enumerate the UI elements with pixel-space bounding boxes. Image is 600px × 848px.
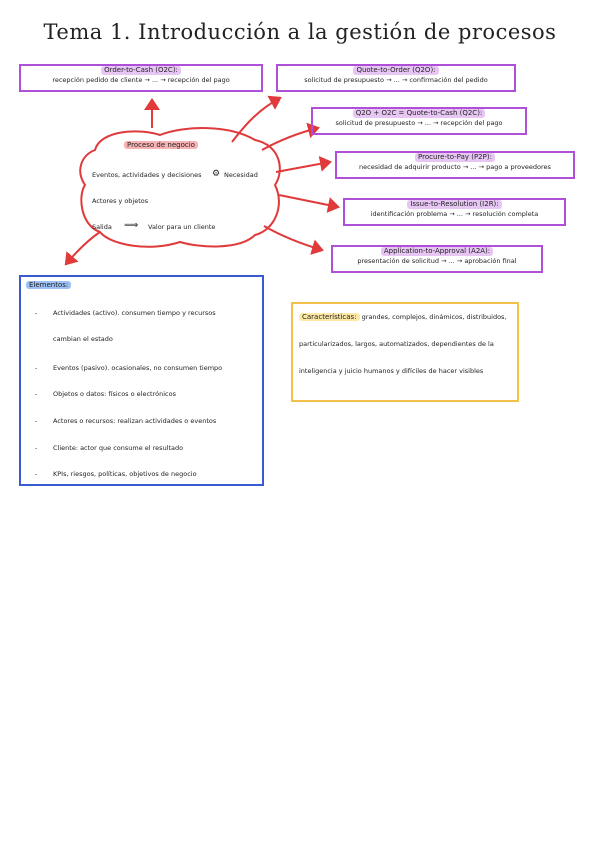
process-name: Order-to-Cash (O2C): — [101, 66, 181, 75]
process-box-o2c — [19, 64, 263, 92]
list-item: - Eventos (pasivo). ocasionales, no consumen tiempo — [35, 364, 223, 372]
list-item: cambian el estado — [53, 335, 113, 343]
double-arrow-icon: ⟹ — [124, 220, 139, 231]
central-line-output: Salida — [92, 223, 112, 231]
central-line-events: Eventos, actividades y decisiones — [92, 171, 202, 179]
process-box-a2a — [331, 245, 543, 273]
process-flow: presentación de solicitud → ... → aprobación final — [357, 257, 517, 266]
process-flow: recepción pedido de cliente → ... → recepción del pago — [52, 76, 230, 85]
list-item: - Cliente: actor que consume el resultado — [35, 444, 184, 452]
central-line-need: Necesidad — [224, 171, 258, 179]
arrow-to-p2p — [276, 162, 330, 172]
elements-heading: Elementos: — [26, 281, 71, 289]
process-flow: identificación problema → ... → resolución completa — [370, 210, 539, 219]
process-box-i2r — [343, 198, 566, 226]
page-title: Tema 1. Introducción a la gestión de procesos — [43, 20, 557, 44]
process-flow: solicitud de presupuesto → ... → recepción del pago — [335, 119, 503, 128]
process-flow: solicitud de presupuesto → ... → confirmación del pedido — [304, 76, 488, 85]
gear-icon: ⚙ — [212, 169, 221, 179]
process-name: Issue-to-Resolution (I2R): — [407, 200, 501, 209]
process-box-p2p — [335, 151, 575, 179]
arrow-to-a2a — [264, 226, 322, 250]
central-node — [82, 135, 272, 245]
arrow-to-i2r — [279, 195, 338, 207]
central-heading: Proceso de negocio — [124, 141, 198, 149]
list-item: - Actividades (activo). consumen tiempo y recursos — [35, 309, 216, 317]
characteristics-panel — [291, 302, 519, 402]
list-item: - Actores o recursos: realizan actividades o eventos — [35, 417, 217, 425]
process-box-q2c — [311, 107, 527, 135]
process-box-q2o — [276, 64, 516, 92]
characteristics-heading: Características: — [299, 313, 360, 321]
process-flow: necesidad de adquirir producto → ... → pago a proveedores — [359, 163, 551, 172]
process-name: Application-to-Approval (A2A): — [381, 247, 493, 256]
central-line-actors: Actores y objetos — [92, 197, 149, 205]
list-item: - Objetos o datos: físicos o electrónicos — [35, 390, 176, 398]
process-name: Quote-to-Order (Q2O): — [353, 66, 438, 75]
elements-panel — [19, 275, 264, 486]
process-name: Procure-to-Pay (P2P): — [415, 153, 495, 162]
list-item: - KPIs, riesgos, políticas, objetivos de negocio — [35, 470, 197, 478]
process-name: Q2O + O2C = Quote-to-Cash (Q2C): — [353, 109, 486, 118]
characteristics-text: grandes, complejos, dinámicos, distribuidos, particularizados, largos, automatizados, dependientes de la inteligencia y juicio humanos y difíciles de hacer visibles — [299, 313, 507, 375]
central-line-value: Valor para un cliente — [148, 223, 216, 231]
